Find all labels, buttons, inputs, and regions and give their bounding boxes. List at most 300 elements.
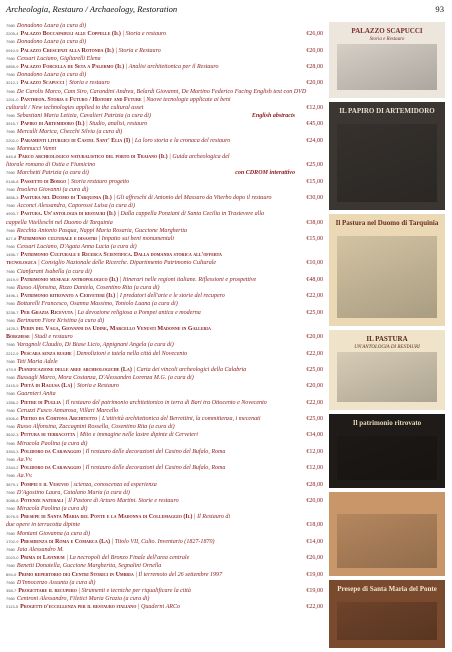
entry-author: Ceruzzi Fusco Annarosa, Villari Marcello [16, 407, 119, 414]
isbn-code: 1456-7 [6, 252, 19, 258]
entry-subtitle: | Titolo VII, Culto. Inventario (1827-1870) [111, 538, 215, 545]
entry-title-line [6, 481, 323, 489]
entry-author-line [6, 112, 323, 120]
entry-title-line [6, 161, 323, 169]
entry-title-line [6, 153, 323, 161]
entry-price: €19,00 [306, 571, 323, 578]
isbn-code: 7980 [6, 391, 15, 397]
cover-column [329, 22, 445, 652]
catalog-list [6, 22, 323, 612]
isbn-code: 7980 [6, 342, 15, 348]
isbn-code: 1702-9 [6, 538, 19, 544]
entry-author: Russo Alfonsina, Rizzo Daniela, Cosentino Rita (a cura di) [16, 285, 160, 291]
entry-subtitle: | Storia restauro progetto [67, 178, 130, 185]
entry-author-line [6, 358, 323, 366]
isbn-code: 7980 [6, 317, 15, 323]
isbn-code: 3212-1 [6, 80, 19, 86]
entry-author: Donadono Laura (a cura di) [16, 39, 87, 46]
book-cover-image [329, 22, 445, 98]
isbn-code: 0855-9 [6, 63, 19, 69]
isbn-code: 645-8 [6, 154, 17, 159]
entry-title-line [6, 259, 323, 267]
entry-price: €22,00 [306, 350, 323, 357]
entry-price: €12,00 [306, 448, 323, 455]
isbn-code: 7980 [6, 456, 15, 462]
entry-title: Perin del Vaga, Giovanni da Udine, Marcello Venusti Madonne in Galleria [20, 325, 211, 332]
entry-price: €20,00 [306, 80, 323, 87]
entry-title: Pastura. Un'antologia di restauri (Il) [20, 211, 116, 218]
entry-subtitle: | L'attività architettonica del Berrettini, la committenza, i mecenati [98, 416, 261, 422]
entry-title: Per Grazia Ricevuta [20, 309, 73, 316]
entry-title-line [6, 554, 323, 562]
cover-artwork [337, 44, 437, 90]
isbn-code: 7980 [6, 23, 15, 28]
isbn-code: 7980 [6, 227, 15, 233]
entry-subtitle: | Storia e restauro [122, 31, 167, 38]
cover-title: Il patrimonio ritrovato [352, 419, 422, 427]
entry-author-line [6, 169, 323, 177]
isbn-code: 2023-0 [6, 555, 19, 561]
entry-price: €25,00 [306, 416, 323, 422]
entry-price: €24,00 [306, 137, 323, 144]
entry-author-line [6, 128, 323, 136]
entry-title-line [6, 521, 323, 529]
isbn-code: 7980 [6, 375, 15, 381]
entry-author-line [6, 546, 323, 554]
entry-title: Patrimonio Culturale e Ricerca Scientifica. Dalla domanda storica all'offerta [20, 252, 222, 259]
entry-author-line [6, 341, 323, 349]
isbn-code: 2113-5 [6, 604, 19, 610]
entry-price: €12,00 [306, 104, 323, 111]
entry-author: D'Innocenzo Assunta (a cura di) [16, 579, 96, 586]
entry-title-line [6, 513, 323, 521]
entry-subtitle: | Dalla cappella Ponziani di Santa Cecilia in Trastevere alla [117, 211, 265, 218]
isbn-code: 2205-4 [6, 31, 19, 37]
entry-price: €20,00 [306, 47, 323, 54]
entry-title: Pescara senza rughe [20, 350, 72, 357]
isbn-code: 3076-5 [6, 514, 19, 520]
isbn-code: 7980 [6, 424, 15, 430]
entry-title: Palazzo Forcella de Seta a Palermo (Il) [20, 63, 125, 70]
entry-author-line [6, 145, 323, 153]
isbn-code: 3915-7 [6, 121, 19, 127]
isbn-code: 7980 [6, 473, 15, 479]
isbn-code: 7980 [6, 506, 15, 512]
cover-artwork [337, 436, 437, 480]
isbn-code: 7980 [6, 285, 15, 290]
entry-author: De Carolis Marco, Cam Siro, Carandini Andrea, Belardi Giovanni, De Martino Federico Facing English text con DVD [16, 88, 307, 95]
entry-title-line [6, 366, 323, 374]
entry-title: Progettare il recupero [18, 587, 77, 594]
entry-author: Aa.Vv. [16, 456, 33, 463]
entry-title: Patrimonio museale antropologico (Il) [20, 276, 119, 283]
entry-subtitle: | Il terremoto del 26 settembre 1997 [135, 571, 223, 578]
entry-title-line [6, 382, 323, 390]
entry-author-line [6, 595, 323, 603]
entry-price: €20,00 [306, 497, 323, 504]
isbn-code: 7980 [6, 39, 15, 45]
entry-title-line [6, 47, 323, 55]
isbn-code: 7980 [6, 186, 15, 192]
entry-title: Pianificazione delle aree archeologiche (La) [18, 366, 132, 373]
entry-price: €26,00 [306, 555, 323, 562]
entry-title-line [6, 104, 323, 112]
entry-price: €34,00 [306, 432, 323, 439]
isbn-code: 7980 [6, 72, 15, 78]
entry-title: Papiro di Artemidoro (Il) [20, 121, 85, 128]
entry-subtitle: | Mito e immagine nelle lastre dipinte di Cerveteri [76, 432, 198, 439]
isbn-code: 7980 [6, 203, 15, 209]
entry-author-line [6, 22, 323, 30]
entry-subtitle: | Studi e restauro [31, 334, 73, 341]
entry-title: Pietà di Ragusa (La) [20, 383, 73, 390]
entry-subtitle: | Il Restauro di [193, 514, 231, 521]
isbn-code: 2344-2 [6, 465, 19, 471]
entry-subtitle: litorale romano di Ostia e Fiumicino [6, 162, 96, 169]
entry-title-line [6, 219, 323, 227]
isbn-code: 1425-3 [6, 325, 19, 331]
isbn-code: 0910-5 [6, 47, 19, 53]
entry-title: Parco archeologico naturalistico del porto di Traiano (Il) [18, 154, 168, 160]
entry-price: €38,00 [306, 219, 323, 226]
isbn-code: 7980 [6, 563, 15, 569]
isbn-code: 1356-2 [6, 399, 19, 405]
entry-title-line [6, 96, 323, 104]
entry-title: Passetto di Borgo [20, 178, 67, 185]
entry-price: €26,00 [306, 31, 323, 38]
entry-subtitle: | Strumenti e tecniche per riqualificare la città [78, 587, 191, 594]
entry-price: €48,00 [306, 276, 323, 283]
entry-price: €25,00 [306, 366, 323, 373]
entry-title: Patrimonio ritrovato a Cerveteri (Il) [20, 293, 116, 300]
entry-title-line [6, 235, 323, 243]
entry-subtitle: | scienza, conoscenza ed esperienza [70, 481, 157, 488]
entry-title-line [6, 30, 323, 38]
isbn-code: 7980 [6, 440, 15, 446]
entry-author-line [6, 55, 323, 63]
entry-subtitle: | I predatori dell'arte e le storie del recupero [116, 293, 225, 300]
entry-price: €25,00 [306, 162, 323, 169]
isbn-code: 7980 [6, 129, 15, 135]
entry-title-line [6, 178, 323, 186]
entry-title-line [6, 603, 323, 611]
entry-author-line [6, 374, 323, 382]
entry-note: English abstracts [251, 113, 295, 120]
entry-price: €12,00 [306, 465, 323, 472]
entry-price: €18,00 [306, 522, 323, 529]
cover-artwork [337, 514, 437, 568]
entry-title: Prima di Lavinium [20, 555, 65, 562]
entry-author: Jaia Alessandro M. [16, 547, 64, 553]
entry-title: Potenze naturali [20, 497, 64, 504]
entry-title-line [6, 538, 323, 546]
entry-author: Cianfarani Isabella (a cura di) [16, 268, 92, 275]
entry-subtitle: | Quaderni ARCo [137, 604, 181, 611]
entry-author: Guarnieri Anita [16, 391, 56, 398]
entry-title: Pastura nel Duomo di Tarquinia (Il) [20, 194, 112, 201]
entry-author-line [6, 505, 323, 513]
isbn-code: 7980 [6, 358, 15, 364]
entry-title: Polidoro da Caravaggio [20, 448, 81, 455]
isbn-code: 7980 [6, 301, 15, 307]
entry-title: Primo repertorio dei Centri Storici in Umbria [18, 571, 134, 578]
book-cover-image [329, 330, 445, 410]
entry-subtitle: | Gli affreschi di Antonio del Massaro da Viterbo dopo il restauro [113, 194, 272, 201]
cover-title: Presepe di Santa Maria del Ponte [337, 585, 437, 593]
isbn-code: 3238-7 [6, 309, 19, 315]
entry-title-line [6, 309, 323, 317]
entry-author: Miracola Paolina (a cura di) [16, 440, 88, 447]
entry-price: €28,00 [306, 481, 323, 488]
cover-title: IL PAPIRO DI ARTEMIDORO [339, 107, 435, 115]
entry-title: Palazzo Crescenzi alla Rotonda (Il) [20, 47, 114, 54]
entry-author-line [6, 71, 323, 79]
entry-author-line [6, 186, 323, 194]
entry-subtitle: | Impatto sui beni monumentali [98, 235, 175, 242]
entry-author: Teti Maria Adele [16, 358, 58, 365]
book-cover-image [329, 214, 445, 326]
entry-price: €15,00 [306, 235, 323, 242]
isbn-code: 7980 [6, 170, 15, 176]
isbn-code: 358-7 [6, 587, 17, 593]
isbn-code: 3088-8 [6, 497, 19, 503]
isbn-code: 7980 [6, 244, 15, 250]
cover-title: PALAZZO SCAPUCCI [351, 27, 423, 35]
entry-author: D'Agostino Laura, Catalano Maria (a cura di) [16, 489, 130, 496]
entry-title: Pittura di terracotta [20, 432, 76, 439]
cover-artwork [337, 124, 437, 202]
entry-title-line [6, 120, 323, 128]
entry-title-line [6, 448, 323, 456]
entry-title: Presidenza di Roma e Comarca (La) [20, 538, 111, 545]
entry-author: Mercalli Marica, Checchi Silvia (a cura di) [16, 129, 123, 136]
entry-subtitle: | Nuove tecnologie applicate ai beni [143, 96, 231, 103]
entry-author: Aa.Vv. [16, 473, 33, 480]
entry-subtitle: | Studio, analisi, restauro [86, 121, 148, 128]
entry-author-line [6, 284, 323, 292]
entry-title: Paramenti liturgici di Castel Sant' Elia (I) [20, 137, 131, 144]
isbn-code: 7980 [6, 88, 15, 94]
entry-author: Benetti Donatella, Guccione Margherita, Segnalini Ornella [16, 563, 162, 570]
entry-price: €22,00 [306, 293, 323, 300]
isbn-code: 479-9 [6, 366, 17, 372]
entry-title: Progetti d'eccellenza per il restauro italiano [20, 604, 137, 611]
entry-subtitle: | Consiglio Nazionale delle Ricerche. Dipartimento Patrimonio Culturale [37, 260, 217, 267]
entry-author: Bottarelli Francesco, Osanna Massimo, Toniolo Luana (a cura di) [16, 301, 178, 308]
cover-artwork [337, 352, 437, 402]
entry-title-line [6, 79, 323, 87]
entry-author-line [6, 268, 323, 276]
entry-author-line [6, 456, 323, 464]
entry-price: €19,00 [306, 587, 323, 594]
entry-price: €22,00 [306, 604, 323, 611]
entry-title-line [6, 63, 323, 71]
entry-author-line [6, 562, 323, 570]
entry-title-line [6, 333, 323, 341]
entry-subtitle: | La devozione religiosa a Pompei antica e moderna [74, 309, 201, 316]
entry-author-line [6, 227, 323, 235]
isbn-code: 0146-8 [6, 178, 19, 184]
isbn-code: 1201-0 [6, 96, 19, 102]
entry-title-line [6, 415, 323, 423]
entry-subtitle: cappella Vitelleschi nel Duomo di Tarquinia [6, 219, 113, 226]
entry-title: Patrimonio culturale e disastri [18, 235, 97, 242]
isbn-code: 7980 [6, 113, 15, 119]
entry-subtitle: | Il Pastore di Arturo Martini. Storie e restauro [64, 497, 179, 504]
entry-title-line [6, 292, 323, 300]
isbn-code: 0306-6 [6, 416, 19, 421]
entry-title: Pantheon. Storia e Futuro / History and Future [20, 96, 142, 103]
entry-price: €20,00 [306, 383, 323, 390]
entry-author-line [6, 202, 323, 210]
entry-title-line [6, 350, 323, 358]
entry-title: Palazzo Scapucci [20, 80, 65, 87]
entry-author-line [6, 579, 323, 587]
entry-title: Polidoro da Caravaggio [20, 465, 81, 472]
entry-price: €20,00 [306, 334, 323, 341]
isbn-code: 3632-3 [6, 432, 19, 438]
entry-price: €22,00 [306, 399, 323, 406]
page-number: 93 [435, 4, 444, 14]
entry-price: €30,00 [306, 194, 323, 201]
entry-author: Acconci Alessandra, Caporossi Luisa (a cura di) [16, 203, 135, 210]
isbn-code: 7980 [6, 55, 15, 61]
isbn-code: 7980 [6, 407, 15, 413]
entry-author: Sebastiani Maria Letizia, Cavalieri Patrizia (a cura di) [16, 113, 151, 120]
isbn-code: 7980 [6, 547, 15, 552]
entry-author: Bussagli Marco, Mora Costanza, D'Alessandro Lorenza M.G. (a cura di) [16, 375, 194, 382]
entry-author-line [6, 317, 323, 325]
isbn-code: 1519-9 [6, 276, 19, 282]
entry-title-line [6, 210, 323, 218]
entry-author: Varagnoli Claudio, Di Biase Licio, Appignani Angela (a cura di) [16, 342, 174, 349]
entry-title: Palazzo Boccapaduli alle Coppelle (Il) [20, 31, 121, 38]
isbn-code: 7980 [6, 596, 15, 602]
cover-subtitle: Storia e Restauro [369, 37, 405, 42]
entry-title-line [6, 464, 323, 472]
entry-author: Insolera Giovanni (a cura di) [16, 186, 89, 193]
entry-author: Mannucci Vanni [16, 145, 57, 152]
entry-title-line [6, 325, 323, 333]
isbn-code: 894-0 [6, 571, 17, 577]
entry-author: Marchetti Patrizia (a cura di) [16, 170, 89, 177]
entry-title: Pietre di Puglia [20, 399, 61, 406]
entry-title-line [6, 497, 323, 505]
entry-price: €14,00 [306, 538, 323, 545]
entry-title: Pietro da Cortona Architetto [20, 416, 98, 422]
running-title: Archeologia, Restauro / Archaeology, Restoration [6, 4, 178, 14]
entry-author-line [6, 423, 323, 431]
cover-title: IL PASTURA [366, 335, 408, 343]
entry-title: Presepe di Santa Maria del Ponte e la Madonna di Collemaggio (Il) [20, 514, 193, 521]
entry-subtitle: due opere in terracotta dipinte [6, 522, 81, 529]
entry-author: Bertmann Fiore Kristina (a cura di) [16, 317, 105, 324]
entry-subtitle: culturali / New technologies applied to the cultural asset [6, 104, 144, 111]
page-header [6, 4, 446, 18]
entry-subtitle: | Il restauro delle decorazioni del Casino del Bufalo, Roma [82, 448, 226, 455]
entry-price: €28,00 [306, 63, 323, 70]
entry-title: Pompei e il Vesuvio [20, 481, 69, 488]
entry-author-line [6, 440, 323, 448]
entry-price: €45,00 [306, 121, 323, 128]
entry-subtitle: | Storia e restauro [65, 80, 110, 87]
entry-author-line [6, 530, 323, 538]
isbn-code: 7980 [6, 268, 15, 274]
entry-subtitle: | Demolizioni e tutela nella città del Novecento [73, 350, 188, 357]
entry-title-line [6, 194, 323, 202]
entry-subtitle: | Analisi architettonica per il Restauro [125, 63, 219, 70]
isbn-code: 7980 [6, 530, 15, 536]
entry-author: Cessari Luciano, D'Agata Anna Lucia (a cura di) [16, 244, 137, 251]
entry-author: Russo Alfonsina, Zaccagnini Rossella, Cosentino Rita (a cura di) [16, 424, 175, 431]
book-cover-image [329, 492, 445, 576]
isbn-code: 3353-3 [6, 448, 19, 454]
cover-artwork [337, 602, 437, 640]
entry-title-line [6, 571, 323, 579]
entry-author: Cessari Luciano, Gigliarelli Elena [16, 55, 101, 62]
isbn-code: 7980 [6, 579, 15, 585]
entry-subtitle: | La necropoli del Bronzo Finale dell'area centrale [66, 555, 190, 562]
entry-author-line [6, 300, 323, 308]
entry-author-line [6, 243, 323, 251]
entry-subtitle: | Storia e Restauro [73, 383, 120, 390]
entry-title-line [6, 431, 323, 439]
entry-title-line [6, 399, 323, 407]
isbn-code: 2202-0 [6, 137, 19, 143]
book-cover-image [329, 414, 445, 488]
book-cover-image [329, 580, 445, 648]
entry-title: Borghese [6, 334, 30, 341]
entry-price: €10,00 [306, 260, 323, 267]
entry-author: Donadono Laura (a cura di) [16, 23, 87, 29]
entry-subtitle: | Carta dei vincoli archeologici della Calabria [133, 366, 247, 373]
entry-price: €25,00 [306, 309, 323, 316]
isbn-code: 2212-9 [6, 350, 19, 356]
isbn-code: 3496-1 [6, 293, 19, 299]
entry-title: tecnologica [6, 260, 37, 267]
entry-title-line [6, 587, 323, 595]
isbn-code: 7980 [6, 145, 15, 151]
entry-author-line [6, 407, 323, 415]
cover-title: Il Pastura nel Duomo di Tarquinia [335, 219, 439, 227]
entry-author-line [6, 472, 323, 480]
entry-author-line [6, 88, 323, 96]
entry-title-line [6, 137, 323, 145]
entry-author: Miracola Paolina (a cura di) [16, 506, 88, 513]
isbn-code: 4993-7 [6, 211, 19, 217]
cover-artwork [337, 236, 437, 318]
isbn-code: 3856-3 [6, 194, 19, 200]
entry-subtitle: | Storia e Restauro [115, 47, 161, 54]
entry-author: Centroni Alessandro, Filetici Maria Grazia (a cura di) [16, 596, 150, 603]
book-cover-image [329, 102, 445, 210]
entry-author: Donadono Laura (a cura di) [16, 72, 87, 79]
entry-author-line [6, 489, 323, 497]
entry-title-line [6, 251, 323, 259]
isbn-code: 827-8 [6, 235, 17, 241]
entry-subtitle: | Il restauro del patrimonio architettonico in terra di Bari tra Ottocento e Novecento [62, 399, 267, 406]
entry-subtitle: | Guida archeologica del [169, 154, 230, 160]
entry-author: Recchia Antonio Pasqua, Nappi Maria Rosaria, Guccione Margherita [16, 227, 188, 234]
entry-subtitle: | Itinerari nelle regioni italiane. Riflessioni e prospettive [119, 276, 257, 283]
entry-author-line [6, 38, 323, 46]
entry-title-line [6, 276, 323, 284]
entry-price: €15,00 [306, 178, 323, 185]
entry-author-line [6, 390, 323, 398]
entry-subtitle: | Il restauro delle decorazioni del Casino del Bufalo, Roma [82, 465, 226, 472]
entry-subtitle: | La loro storia e la cronaca del restauro [131, 137, 231, 144]
isbn-code: 2415-9 [6, 383, 19, 389]
